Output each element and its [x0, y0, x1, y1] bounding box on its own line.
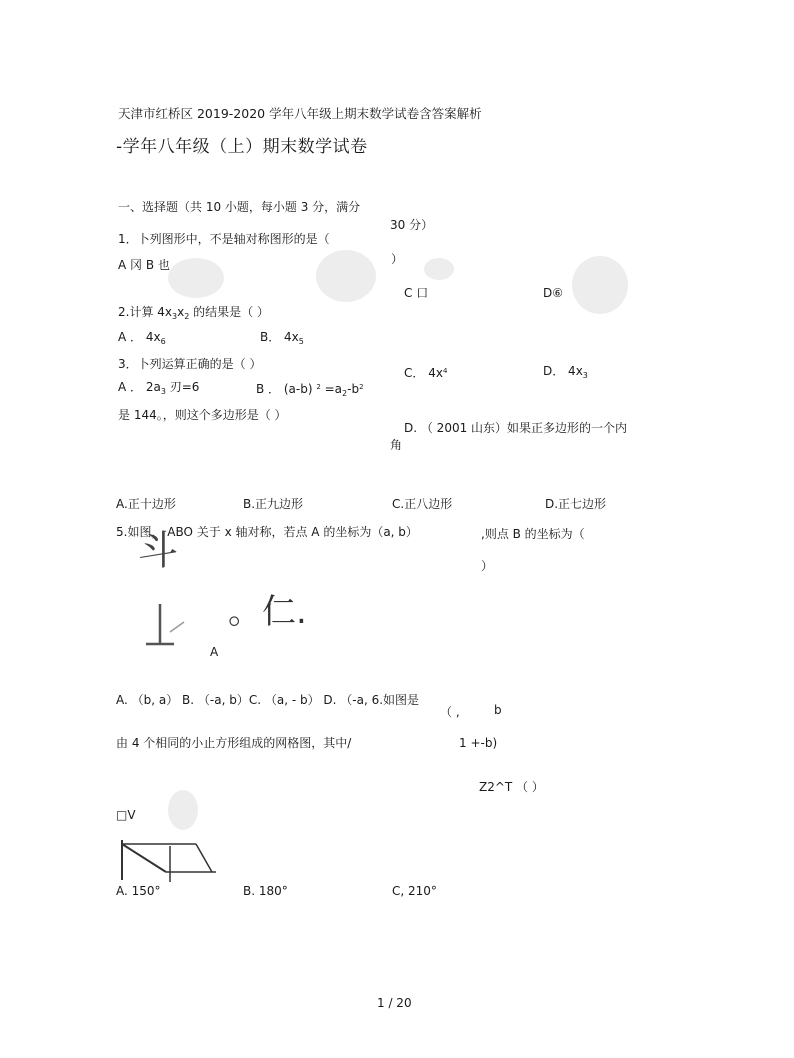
question-5-close: ）	[481, 559, 494, 573]
question-5-right: ,则点 B 的坐标为（	[481, 527, 585, 541]
grid-figure	[118, 836, 228, 886]
scan-smudge	[572, 256, 628, 314]
scan-smudge	[168, 258, 224, 298]
option-text: A ． 2a	[118, 380, 161, 394]
exponent: 3	[582, 371, 588, 380]
exponent: 5	[298, 337, 304, 346]
scan-smudge	[168, 790, 198, 830]
option-text: B ． (a-b)	[256, 382, 317, 396]
question-2-option-c	[404, 364, 447, 380]
exponent: 2	[316, 383, 321, 391]
question-6-right: 1 +-b)	[459, 736, 498, 750]
page-number: 1 / 20	[377, 996, 412, 1010]
exponent: 2	[184, 312, 190, 321]
exponent: 3	[160, 387, 166, 396]
exponent: 4	[442, 367, 448, 375]
question-6-option-a: A. 150°	[116, 884, 161, 898]
figure-glyph: 斗	[138, 528, 178, 574]
question-2-option-b	[260, 330, 304, 349]
question-4-option-a: A.正十边形	[116, 497, 176, 511]
option-text: =a	[320, 382, 343, 396]
question-1-options-ab: A 冈 B 也	[118, 258, 170, 272]
question-2-option-a	[118, 330, 166, 349]
question-4-jiao: 角	[390, 438, 403, 452]
axis-figure	[140, 596, 220, 656]
question-1-close: ）	[391, 252, 404, 266]
question-2-option-d	[543, 364, 588, 383]
scan-smudge	[316, 250, 376, 302]
document-header-line: 天津市红桥区 2019-2020 学年八年级上期末数学试卷含答案解析	[118, 106, 482, 121]
question-2-text: 2.计算 4x	[118, 305, 173, 319]
question-5: 5.如图， ABO 关于 x 轴对称，若点 A 的坐标为（a, b）	[116, 525, 418, 539]
option-text: C． 4x	[404, 366, 443, 380]
question-3-option-a	[118, 380, 199, 399]
scan-smudge	[424, 258, 454, 280]
question-6-fragment: （ ,	[440, 705, 460, 719]
option-text: D． 4x	[543, 364, 583, 378]
option-text: A ． 4x	[118, 330, 161, 344]
option-text: -b	[347, 382, 360, 396]
question-3-option-b	[256, 380, 364, 401]
exponent: 3	[172, 312, 178, 321]
question-6-option-c: C, 210°	[392, 884, 437, 898]
figure-glyph: 。仁.	[228, 592, 307, 632]
question-4-option-b: B.正九边形	[243, 497, 304, 511]
question-6: 由 4 个相同的小止方形组成的网格图，其中/	[116, 736, 352, 750]
section-heading: 一、选择题（共 10 小题，每小题 3 分，满分	[118, 200, 361, 214]
question-2-text: 的结果是（ ）	[189, 305, 269, 319]
question-4-tail: 是 144。，则这个多边形是（ ）	[118, 408, 287, 422]
question-1-option-d: D⑥	[543, 286, 563, 300]
question-6-fragment: b	[494, 703, 502, 717]
exponent: 2	[359, 383, 364, 391]
exponent: 6	[160, 337, 166, 346]
section-heading-tail: 30 分）	[390, 218, 434, 232]
exponent: 2	[342, 389, 348, 398]
question-3: 3．卜列运算正确的是（ ）	[118, 357, 262, 371]
option-text: 刃=6	[165, 380, 200, 394]
question-6-option-b: B. 180°	[243, 884, 288, 898]
question-6-angle: Z2^T （ ）	[479, 780, 544, 794]
question-1-option-c: C 口	[404, 286, 429, 300]
page-title: -学年八年级（上）期末数学试卷	[116, 137, 368, 157]
question-5-options: A. （b, a） B. （-a, b）C. （a, - b） D. （-a, 6.如图是	[116, 693, 420, 707]
question-6-box: □V	[116, 808, 136, 822]
question-4-option-d: D.正七边形	[545, 497, 607, 511]
figure-label-a: A	[210, 645, 219, 659]
question-1: 1．卜列图形中，不是轴对称图形的是（	[118, 232, 330, 246]
question-2-text: x	[177, 305, 185, 319]
question-4-option-c: C.正八边形	[392, 497, 453, 511]
question-3-option-d: D. （ 2001 山东）如果正多边形的一个内	[404, 421, 628, 435]
option-text: B． 4x	[260, 330, 299, 344]
question-2	[118, 305, 269, 324]
